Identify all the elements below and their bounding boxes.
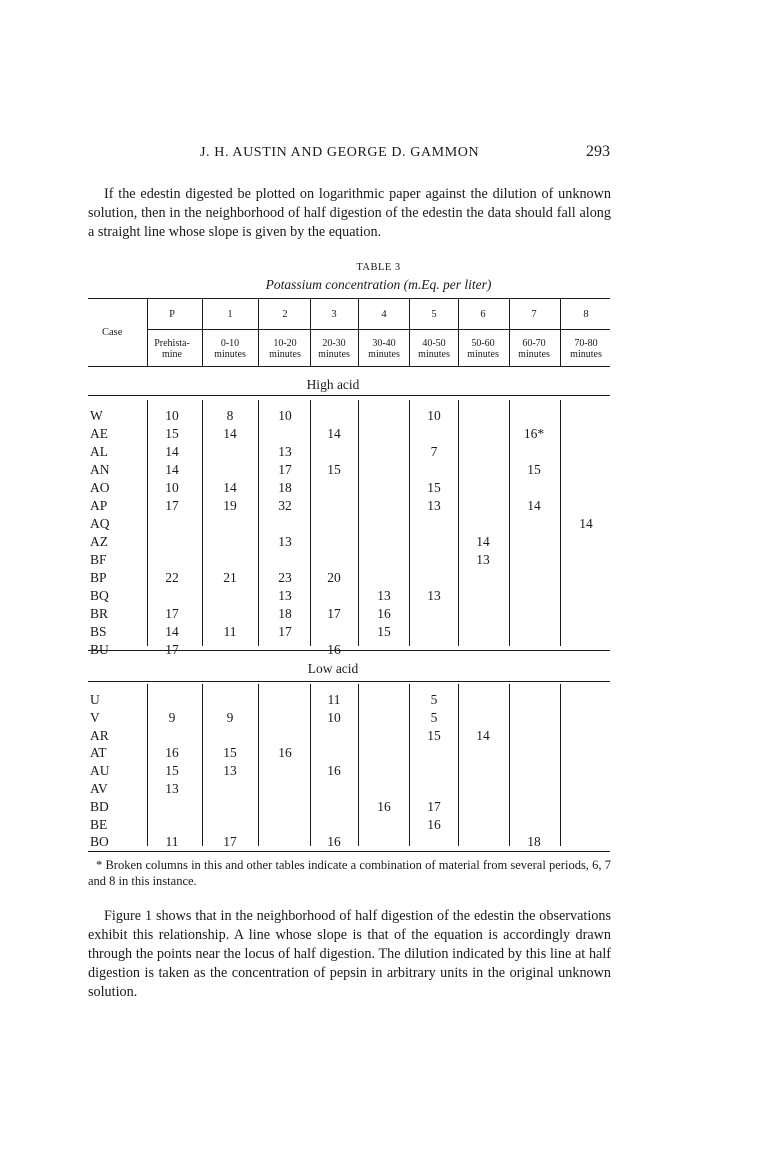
period-number: 6 <box>480 309 486 320</box>
row-case: BR <box>90 606 109 621</box>
period-time: 20-30 minutes <box>318 338 350 360</box>
table-rule <box>147 329 610 330</box>
table-cell: 16 <box>377 606 391 621</box>
table-cell: 15 <box>165 763 179 779</box>
table-cell: 18 <box>278 606 292 621</box>
period-number: P <box>169 309 175 320</box>
table-cell: 10 <box>278 408 292 423</box>
table-cell: 18 <box>527 834 541 850</box>
table-cell: 14 <box>165 462 179 477</box>
row-case: U <box>90 692 100 707</box>
column-divider <box>358 684 359 846</box>
row-case: AV <box>90 781 108 796</box>
page-number: 293 <box>586 143 610 160</box>
period-time: 30-40 minutes <box>368 338 400 360</box>
row-case: AO <box>90 480 110 495</box>
table-cell: 15 <box>327 462 341 477</box>
table-cell: 14 <box>165 624 179 639</box>
table-cell: 16 <box>377 798 391 814</box>
table-cell: 15 <box>377 624 391 639</box>
table-cell: 16 <box>278 745 292 761</box>
row-case: AN <box>90 462 110 477</box>
table-cell: 9 <box>168 709 176 725</box>
column-divider <box>509 298 510 366</box>
table-cell: 16 <box>327 642 341 657</box>
table-cell: 15 <box>165 426 179 441</box>
period-number: 7 <box>531 309 537 320</box>
table-cell: 15 <box>427 480 441 495</box>
column-divider <box>147 684 148 846</box>
column-divider <box>358 400 359 646</box>
period-number: 2 <box>282 309 288 320</box>
running-head: J. H. AUSTIN AND GEORGE D. GAMMON <box>200 145 480 160</box>
period-time: Prehista- mine <box>154 338 190 360</box>
column-divider <box>202 400 203 646</box>
table-cell: 18 <box>278 480 292 495</box>
table-cell: 10 <box>165 408 179 423</box>
row-case: AR <box>90 727 109 743</box>
section-label: High acid <box>306 377 360 392</box>
table-cell: 21 <box>223 570 237 585</box>
table-footnote: * Broken columns in this and other tables indicate a combination of material from several periods, 6, 7 and 8 in this instance. <box>88 858 611 888</box>
column-divider <box>358 298 359 366</box>
column-divider <box>258 684 259 846</box>
row-case: AQ <box>90 516 110 531</box>
table-cell: 13 <box>223 763 237 779</box>
table-cell: 13 <box>165 781 179 796</box>
table-cell: 16 <box>427 816 441 832</box>
table-cell: 13 <box>278 534 292 549</box>
table-cell: 17 <box>223 834 237 850</box>
row-case: AZ <box>90 534 108 549</box>
page-header <box>88 143 610 165</box>
row-case: AE <box>90 426 108 441</box>
table-rule <box>88 851 610 852</box>
table-cell: 13 <box>377 588 391 603</box>
period-number: 5 <box>431 309 437 320</box>
table-cell: 10 <box>165 480 179 495</box>
table-cell: 15 <box>427 727 441 743</box>
column-divider <box>202 298 203 366</box>
column-divider <box>509 400 510 646</box>
column-divider <box>310 298 311 366</box>
row-case: BD <box>90 798 109 814</box>
column-divider <box>458 684 459 846</box>
table-cell: 17 <box>165 642 179 657</box>
table-cell: 14 <box>579 516 593 531</box>
table-cell: 13 <box>476 552 490 567</box>
period-time: 10-20 minutes <box>269 338 301 360</box>
table-cell: 11 <box>327 692 341 707</box>
column-divider <box>147 400 148 646</box>
row-case: W <box>90 408 103 423</box>
table-cell: 32 <box>278 498 292 513</box>
row-case: BO <box>90 834 109 850</box>
period-time: 60-70 minutes <box>518 338 550 360</box>
column-divider <box>560 684 561 846</box>
table-rule <box>88 681 610 682</box>
table-cell: 13 <box>278 444 292 459</box>
row-case: V <box>90 709 100 725</box>
column-divider <box>458 298 459 366</box>
table-cell: 10 <box>327 709 341 725</box>
table-label: TABLE 3 <box>356 262 401 273</box>
table-cell: 16 <box>327 834 341 850</box>
table-cell: 22 <box>165 570 179 585</box>
table-rule <box>88 366 610 367</box>
column-divider <box>509 684 510 846</box>
table-cell: 16* <box>523 426 545 441</box>
column-divider <box>147 298 148 366</box>
row-case: AP <box>90 498 108 513</box>
table-cell: 17 <box>165 498 179 513</box>
table-cell: 17 <box>278 462 292 477</box>
row-case: AU <box>90 763 110 779</box>
table-cell: 17 <box>278 624 292 639</box>
section-label: Low acid <box>307 661 359 676</box>
table-cell: 15 <box>527 462 541 477</box>
column-divider <box>258 298 259 366</box>
period-number: 8 <box>583 309 589 320</box>
table-cell: 15 <box>223 745 237 761</box>
column-divider <box>409 684 410 846</box>
row-case: BP <box>90 570 107 585</box>
table-cell: 14 <box>165 444 179 459</box>
period-time: 40-50 minutes <box>418 338 450 360</box>
table-cell: 13 <box>278 588 292 603</box>
table-cell: 17 <box>327 606 341 621</box>
table-cell: 11 <box>165 834 179 850</box>
table-cell: 10 <box>427 408 441 423</box>
table-cell: 14 <box>327 426 341 441</box>
column-divider <box>258 400 259 646</box>
table-cell: 13 <box>427 588 441 603</box>
table-cell: 17 <box>427 798 441 814</box>
period-time: 70-80 minutes <box>570 338 602 360</box>
row-case: AL <box>90 444 108 459</box>
table-cell: 9 <box>226 709 234 725</box>
column-divider <box>409 400 410 646</box>
table-cell: 14 <box>527 498 541 513</box>
column-divider <box>458 400 459 646</box>
period-time: 50-60 minutes <box>467 338 499 360</box>
table-cell: 14 <box>223 426 237 441</box>
row-case: AT <box>90 745 107 761</box>
case-header: Case <box>102 327 123 338</box>
table-caption: Potassium concentration (m.Eq. per liter) <box>265 277 492 292</box>
column-divider <box>202 684 203 846</box>
row-case: BF <box>90 552 107 567</box>
table-rule <box>88 298 610 299</box>
row-case: BS <box>90 624 107 639</box>
table-cell: 7 <box>430 444 438 459</box>
table-cell: 20 <box>327 570 341 585</box>
table-cell: 16 <box>165 745 179 761</box>
period-number: 1 <box>227 309 233 320</box>
column-divider <box>560 298 561 366</box>
table-cell: 13 <box>427 498 441 513</box>
table-cell: 14 <box>223 480 237 495</box>
intro-paragraph: If the edestin digested be plotted on logarithmic paper against the dilution of unknown solution, then in the neighborhood of half digestion of the edestin the data should fall along a straight line whose slope is given by the equation. <box>88 186 611 240</box>
table-cell: 14 <box>476 534 490 549</box>
period-number: 3 <box>331 309 337 320</box>
row-case: BQ <box>90 588 109 603</box>
column-divider <box>560 400 561 646</box>
table-cell: 8 <box>226 408 234 423</box>
table-cell: 19 <box>223 498 237 513</box>
table-cell: 17 <box>165 606 179 621</box>
table-cell: 5 <box>430 692 438 707</box>
row-case: BE <box>90 816 108 832</box>
table-rule <box>88 395 610 396</box>
period-time: 0-10 minutes <box>214 338 246 360</box>
table-cell: 23 <box>278 570 292 585</box>
closing-paragraph: Figure 1 shows that in the neighborhood of half digestion of the edestin the observations exhibit this relationship. A line whose slope is that of the equation is accordingly drawn through the points near the locus of half digestion. The dilution indicated by this line at half digestion is taken as the concentration of pepsin in arbitrary units in the original unknown solution. <box>88 908 611 1000</box>
row-case: BU <box>90 642 109 657</box>
table-cell: 16 <box>327 763 341 779</box>
column-divider <box>310 400 311 646</box>
column-divider <box>310 684 311 846</box>
table-cell: 5 <box>430 709 438 725</box>
period-number: 4 <box>381 309 387 320</box>
table-cell: 14 <box>476 727 490 743</box>
table-cell: 11 <box>223 624 237 639</box>
column-divider <box>409 298 410 366</box>
